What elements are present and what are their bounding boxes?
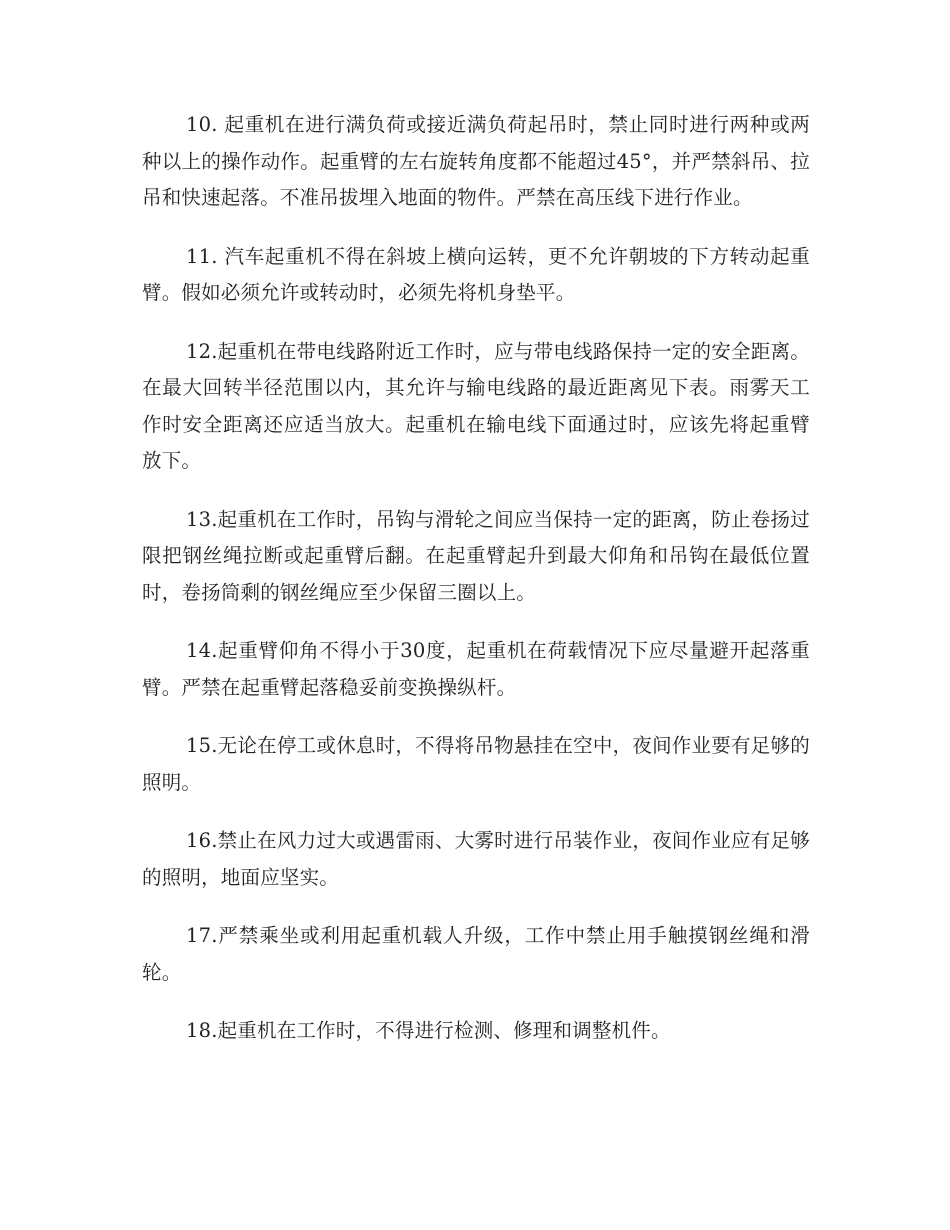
paragraph-12: 12.起重机在带电线路附近工作时，应与带电线路保持一定的安全距离。在最大回转半径范围以内，其允许与输电线路的最近距离见下表。雨雾天工作时安全距离还应适当放大。起重机在输电线下面通过时，应该先将起重臂放下。: [142, 339, 810, 472]
paragraph-11: 11. 汽车起重机不得在斜坡上横向运转，更不允许朝坡的下方转动起重臂。假如必须允许或转动时，必须先将机身垫平。: [142, 244, 810, 304]
paragraph-17: 17.严禁乘坐或利用起重机载人升级，工作中禁止用手触摸钢丝绳和滑轮。: [142, 924, 810, 984]
paragraph-14: 14.起重臂仰角不得小于30度，起重机在荷载情况下应尽量避开起落重臂。严禁在起重臂起落稳妥前变换操纵杆。: [142, 639, 810, 699]
paragraph-15: 15.无论在停工或休息时，不得将吊物悬挂在空中，夜间作业要有足够的照明。: [142, 734, 810, 794]
paragraph-18: 18.起重机在工作时，不得进行检测、修理和调整机件。: [186, 1019, 671, 1042]
paragraph-10: 10. 起重机在进行满负荷或接近满负荷起吊时，禁止同时进行两种或两种以上的操作动作。起重臂的左右旋转角度都不能超过45°，并严禁斜吊、拉吊和快速起落。不准吊拔埋入地面的物件。严禁在高压线下进行作业。: [142, 113, 810, 209]
paragraph-16: 16.禁止在风力过大或遇雷雨、大雾时进行吊装作业，夜间作业应有足够的照明，地面应坚实。: [142, 829, 810, 889]
paragraph-13: 13.起重机在工作时，吊钩与滑轮之间应当保持一定的距离，防止卷扬过限把钢丝绳拉断或起重臂后翻。在起重臂起升到最大仰角和吊钩在最低位置时，卷扬筒剩的钢丝绳应至少保留三圈以上。: [142, 507, 810, 604]
document-body: [142, 107, 810, 1072]
